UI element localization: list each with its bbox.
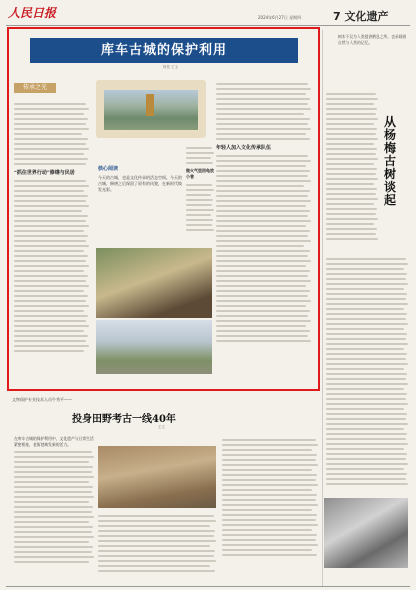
sidebar-title: 从杨梅古树谈起 [383, 115, 396, 207]
lower-intro-text: 在库车古城的保护利用中，文化遗产与日常生活紧密相连，老街巷焕发新的活力。 [14, 436, 94, 447]
sidebar-intro [338, 34, 408, 84]
page-section-title: 7 文化遗产 [333, 10, 389, 23]
lower-byline: 王文 [158, 425, 165, 429]
feature-byline: 阿依 王玉 [163, 65, 179, 69]
core-reading-heading: 核心阅读 [98, 166, 119, 172]
lower-left-text [14, 436, 94, 576]
sidebar-intro-text: 树木不仅为人类提供栖息之所，也承载着自然与人类的记忆。 [338, 34, 407, 45]
lower-mid-text [98, 512, 216, 578]
lower-kicker: 文物保护专业技术人员牛秀平—— [12, 397, 72, 402]
subhead-restoration: “抓住世界行动”修缮与民居 [14, 170, 75, 176]
sidebar-text-bottom [326, 255, 408, 493]
section-label: 传承之光 [14, 83, 56, 93]
lower-article-title: 投身田野考古一线40年 [72, 414, 176, 425]
lower-right-text [222, 436, 318, 578]
core-reading-text: 今天的古城，也是文化传承的活态空间。今天的古城，修缮之后保留了原有的风貌，在新时代焕发光彩。 [98, 175, 182, 192]
excavation-photo [98, 446, 216, 508]
issue-date: 2024年6月27日 星期四 [258, 15, 302, 20]
subhead-young-people: 年轻人加入文化传承队伍 [216, 145, 272, 151]
newspaper-logo: 人民日报 [8, 6, 57, 20]
fish-specimen-photo [324, 498, 408, 568]
sidebar-text-top [326, 90, 378, 250]
masthead-rule [6, 25, 410, 26]
highlight-frame [7, 27, 320, 391]
feature-title: 库车古城的保护利用 [30, 38, 298, 63]
footer-rule [6, 586, 410, 587]
subhead-alley: 做火气里回龟放小巷 [186, 168, 214, 179]
column-divider [322, 30, 323, 586]
